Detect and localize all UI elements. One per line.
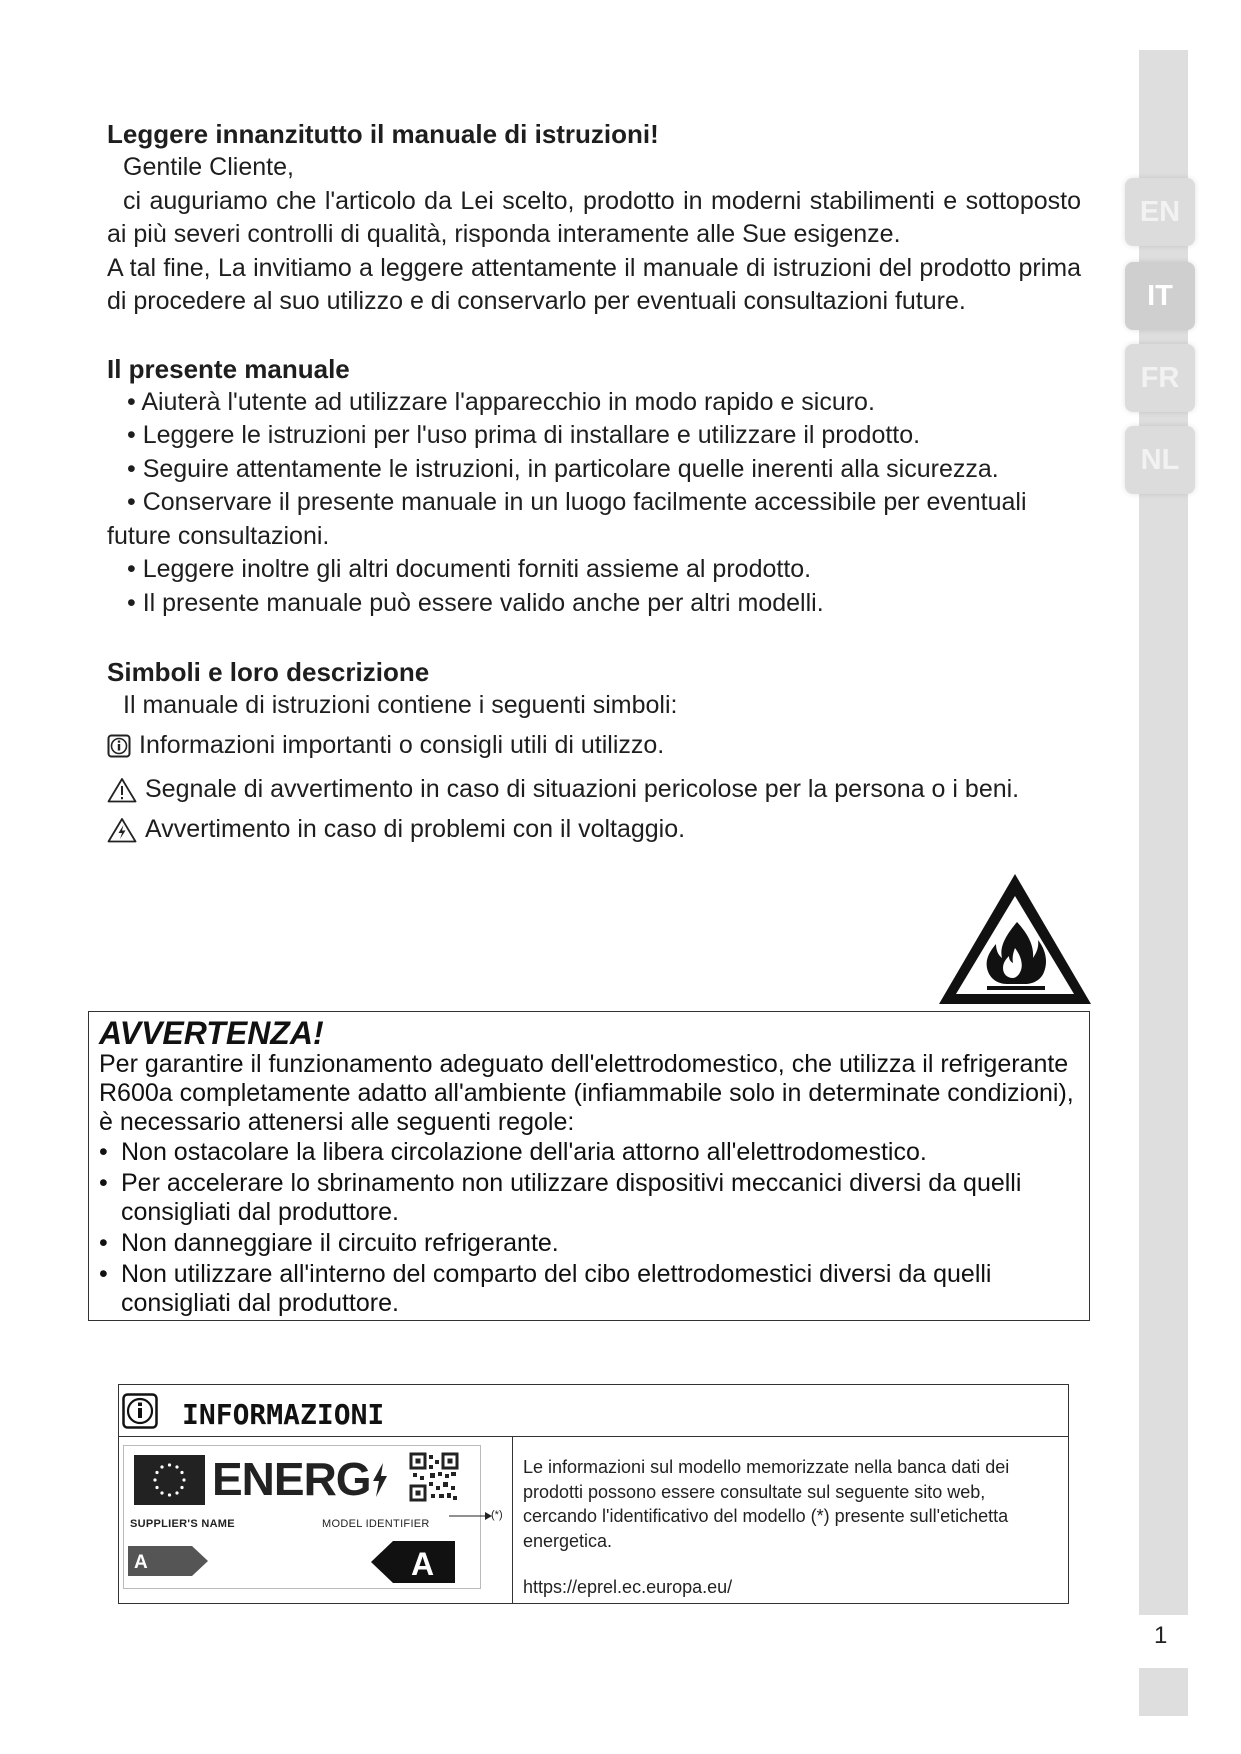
symbol-row-voltage	[107, 812, 1081, 848]
tab-fr[interactable]: FR	[1125, 344, 1195, 412]
warning-rule: • Per accelerare lo sbrinamento non utilizzare dispositivi meccanici diversi da quelli consigliati dal produttore.	[99, 1169, 1022, 1226]
footnote-marker: (*)	[491, 1509, 503, 1521]
intro-heading: Leggere innanzitutto il manuale di istruzioni!	[107, 119, 659, 149]
info-title: INFORMAZIONI	[182, 1398, 385, 1431]
info-icon	[122, 1393, 158, 1429]
voltage-warning-icon	[107, 817, 137, 843]
svg-text:A: A	[134, 1552, 148, 1573]
qr-code-icon	[409, 1452, 459, 1502]
page-number: 1	[1154, 1622, 1168, 1649]
main-content	[107, 117, 1081, 848]
energy-logo-text: ENERG	[212, 1450, 389, 1508]
model-identifier: MODEL IDENTIFIER	[322, 1518, 430, 1530]
warning-intro: Per garantire il funzionamento adeguato dell'elettrodomestico, che utilizza il refrigerante R600a completamente adatto all'ambiente (infiammabile solo in determinate condizioni), è necessario attenersi alle seguenti regole:	[99, 1050, 1074, 1136]
info-icon	[107, 734, 131, 758]
tab-nl[interactable]: NL	[1125, 426, 1195, 494]
flammable-warning-icon	[935, 870, 1095, 1010]
manual-item: • Leggere le istruzioni per l'uso prima di installare e utilizzare il prodotto.	[107, 419, 1081, 453]
manual-item: • Leggere inoltre gli altri documenti forniti assieme al prodotto.	[107, 553, 1081, 587]
eu-flag-icon	[134, 1455, 205, 1505]
symbol-row-info	[107, 728, 1081, 764]
intro-paragraph-2: A tal fine, La invitiamo a leggere attentamente il manuale di istruzioni del prodotto prima di procedere al suo utilizzo e di conservarlo per eventuali consultazioni future.	[107, 253, 1081, 315]
info-header	[119, 1385, 1068, 1437]
energy-label-area	[119, 1437, 513, 1603]
warning-title: AVVERTENZA!	[99, 1015, 324, 1051]
warning-box	[88, 1011, 1090, 1321]
energy-label	[123, 1445, 481, 1589]
manual-item: • Seguire attentamente le istruzioni, in particolare quelle inerenti alla sicurezza.	[107, 453, 1081, 487]
arrow-right-icon	[449, 1511, 493, 1521]
intro-paragraph-1: ci auguriamo che l'articolo da Lei scelto, prodotto in moderni stabilimenti e sottoposto ai più severi controlli di qualità, risponda interamente alle Sue esigenze.	[107, 186, 1081, 248]
manual-item: • Conservare il presente manuale in un luogo facilmente accessibile per eventuali future consultazioni.	[107, 486, 1081, 553]
info-description: Le informazioni sul modello memorizzate nella banca dati dei prodotti possono essere consultate sul seguente sito web, cercando l'identificativo del modello (*) presente sull'etichetta energetica.	[523, 1457, 1010, 1551]
info-text	[513, 1437, 1068, 1603]
tab-it[interactable]: IT	[1125, 262, 1195, 330]
symbol-row-warning	[107, 772, 1081, 808]
energy-class-arrow-large	[371, 1541, 455, 1583]
info-box	[118, 1384, 1069, 1604]
supplier-name: SUPPLIER'S NAME	[130, 1518, 235, 1530]
warning-rule: • Non danneggiare il circuito refrigerante.	[99, 1229, 559, 1257]
symbol-warning-text: Segnale di avvertimento in caso di situazioni pericolose per la persona o i beni.	[145, 774, 1020, 803]
eprel-link[interactable]: https://eprel.ec.europa.eu/	[523, 1577, 733, 1597]
symbol-voltage-text: Avvertimento in caso di problemi con il voltaggio.	[145, 814, 686, 843]
tab-en[interactable]: EN	[1125, 178, 1195, 246]
sidebar-footer	[1139, 1668, 1188, 1716]
greeting: Gentile Cliente,	[123, 153, 294, 181]
svg-text:A: A	[411, 1546, 435, 1582]
symbols-heading: Simboli e loro descrizione	[107, 657, 430, 687]
manual-heading: Il presente manuale	[107, 353, 350, 384]
energy-class-arrow-small	[128, 1546, 208, 1576]
symbols-intro: Il manuale di istruzioni contiene i seguenti simboli:	[123, 691, 678, 719]
manual-item: • Il presente manuale può essere valido anche per altri modelli.	[107, 587, 1081, 621]
warning-triangle-icon	[107, 777, 137, 803]
symbol-info-text: Informazioni importanti o consigli utili di utilizzo.	[139, 730, 665, 759]
bolt-icon	[371, 1463, 389, 1497]
warning-rule: • Non utilizzare all'interno del comparto del cibo elettrodomestici diversi da quelli consigliati dal produttore.	[99, 1260, 992, 1317]
warning-rule: • Non ostacolare la libera circolazione dell'aria attorno all'elettrodomestico.	[99, 1138, 927, 1166]
manual-item: • Aiuterà l'utente ad utilizzare l'apparecchio in modo rapido e sicuro.	[107, 386, 1081, 420]
